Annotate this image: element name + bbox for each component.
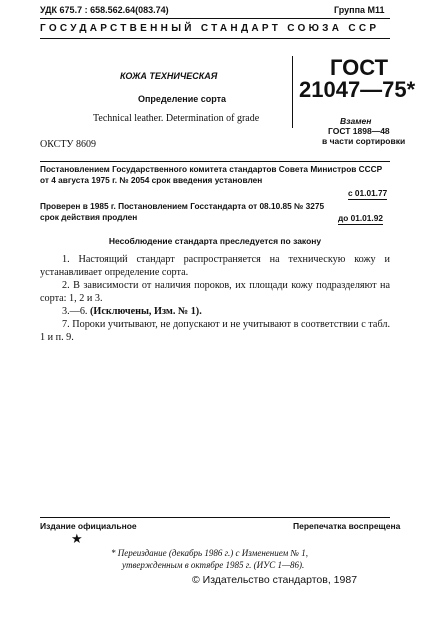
subtitle-ru: Определение сорта xyxy=(138,94,227,104)
copyright: © Издательство стандартов, 1987 xyxy=(192,574,358,586)
footer-rule xyxy=(40,517,390,518)
gost-divider xyxy=(292,56,294,128)
decree-line-1: Постановлением Государственного комитета стандартов Совета Министров СССР xyxy=(40,164,383,174)
paragraph-2: 2. В зависимости от наличия пороков, их площади кожу подразделяют на сорта: 1, 2 и 3. xyxy=(40,280,390,304)
paragraph-1: 1. Настоящий стандарт распространяется на техническую кожу и устанавливает определение сорта. xyxy=(40,254,390,278)
valid-until: до 01.01.92 xyxy=(338,213,383,223)
paragraph-3 xyxy=(40,305,390,318)
official-edition: Издание официальное xyxy=(40,521,137,531)
title-bottom-rule xyxy=(40,161,390,162)
title-ru: КОЖА ТЕХНИЧЕСКАЯ xyxy=(120,71,218,81)
paragraph-7: 7. Пороки учитывают, не допускают и не учитывают в соответствии с табл. 1 и п. 9. xyxy=(40,319,390,343)
replaces-ref: ГОСТ 1898—48 xyxy=(328,126,390,136)
paragraph-3-excluded: (Исключены, Изм. № 1). xyxy=(90,306,202,317)
reissue-line-1: * Переиздание (декабрь 1986 г.) с Изменением № 1, xyxy=(111,548,308,558)
title-en: Technical leather. Determination of grade xyxy=(93,113,260,124)
standard-banner: ГОСУДАРСТВЕННЫЙ СТАНДАРТ СОЮЗА ССР xyxy=(40,23,380,34)
okstu-code: ОКСТУ 8609 xyxy=(40,139,97,150)
udk-code: УДК 675.7 : 658.562.64(083.74) xyxy=(40,5,169,15)
check-line-1: Проверен в 1985 г. Постановлением Госстандарта от 08.10.85 № 3275 xyxy=(40,201,325,211)
gost-number: 21047—75* xyxy=(299,77,416,102)
intro-date: с 01.01.77 xyxy=(348,188,388,198)
header-bottom-rule xyxy=(40,38,390,39)
replaces-label: Взамен xyxy=(340,116,372,126)
header-top-rule xyxy=(40,18,390,19)
reprint-prohibited: Перепечатка воспрещена xyxy=(293,521,401,531)
paragraph-3-number: 3.—6. xyxy=(62,306,88,317)
group-code: Группа М11 xyxy=(334,5,385,15)
replaces-scope: в части сортировки xyxy=(322,136,406,146)
gost-label: ГОСТ xyxy=(330,55,389,80)
legal-notice: Несоблюдение стандарта преследуется по закону xyxy=(108,236,322,246)
star-mark: ★ xyxy=(71,531,83,546)
reissue-line-2: утвержденным в октябре 1985 г. (ИУС 1—86). xyxy=(122,560,305,570)
decree-line-2: от 4 августа 1975 г. № 2054 срок введения установлен xyxy=(40,175,263,185)
check-line-2: срок действия продлен xyxy=(40,212,138,222)
